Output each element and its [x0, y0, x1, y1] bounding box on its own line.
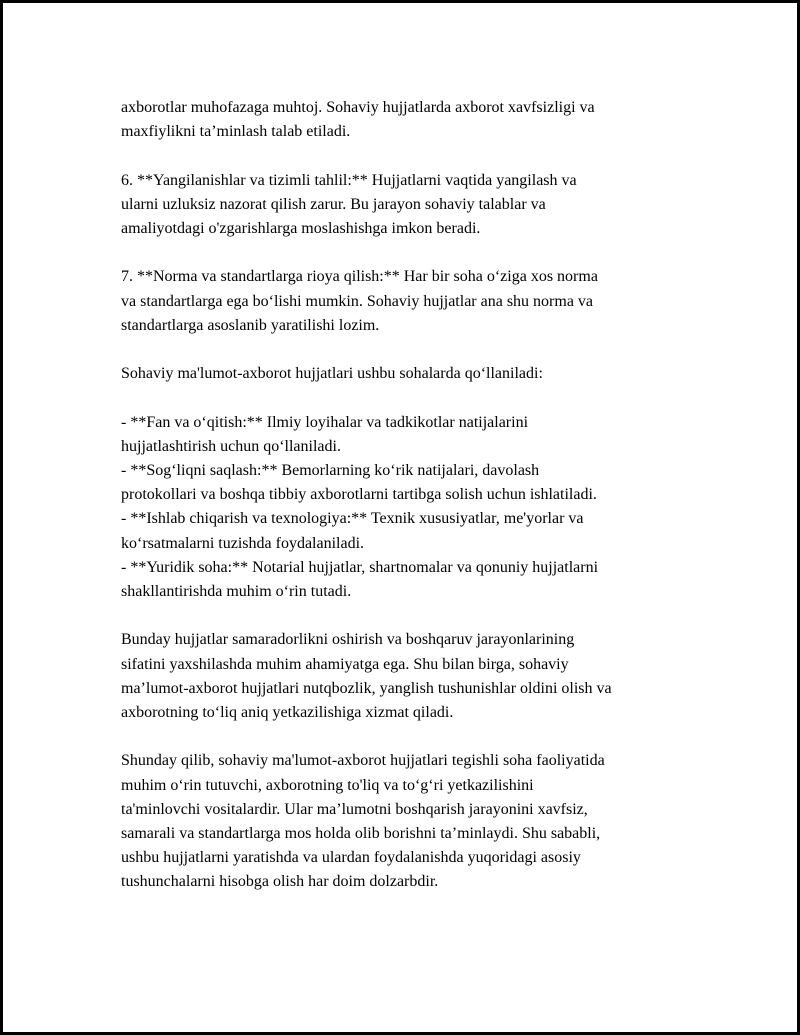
- paragraph-importance: Bunday hujjatlar samaradorlikni oshirish va boshqaruv jarayonlarining sifatini yaxshilashda muhim ahamiyatga ega. Shu bilan birga, sohaviy ma’lumot-axborot hujjatlari nutqbozlik, yanglish tushunishlar oldini olish va axborotning to‘liq aniq yetkazilishiga xizmat qiladi.: [121, 631, 612, 721]
- usage-areas-list: [121, 411, 701, 605]
- paragraph-security-continuation: axborotlar muhofazaga muhtoj. Sohaviy hujjatlarda axborot xavfsizligi va maxfiylikni ta’minlash talab etiladi.: [121, 99, 595, 141]
- list-item-legal: - **Yuridik soha:** Notarial hujjatlar, shartnomalar va qonuniy hujjatlarni shakllantirishda muhim o‘rin tutadi.: [121, 558, 599, 600]
- paragraph-usage-intro: Sohaviy ma'lumot-axborot hujjatlari ushbu sohalarda qo‘llaniladi:: [121, 365, 543, 383]
- list-item-health: - **Sog‘liqni saqlash:** Bemorlarning ko‘rik natijalari, davolash protokollari va boshqa tibbiy axborotlarni tartibga solish uchun ishlatiladi.: [121, 461, 597, 504]
- paragraph-point-7-standards: 7. **Norma va standartlarga rioya qilish:** Har bir soha o‘ziga xos norma va standartlarga ega bo‘lishi mumkin. Sohaviy hujjatlar ana shu norma va standartlarga asoslanib yaratilishi lozim.: [121, 268, 598, 334]
- document-body: [121, 96, 701, 919]
- list-item-science: - **Fan va o‘qitish:** Ilmiy loyihalar va tadkikotlar natijalarini hujjatlashtirish uchun qo‘llaniladi.: [121, 413, 529, 455]
- paragraph-point-6-updates: 6. **Yangilanishlar va tizimli tahlil:** Hujjatlarni vaqtida yangilash va ularni uzluksiz nazorat qilish zarur. Bu jarayon sohaviy talablar va amaliyotdagi o'zgarishlarga moslashishga imkon beradi.: [121, 171, 577, 237]
- list-item-manufacturing: - **Ishlab chiqarish va texnologiya:** Texnik xususiyatlar, me'yorlar va ko‘rsatmalarni tuzishda foydalaniladi.: [121, 510, 584, 552]
- paragraph-conclusion: Shunday qilib, sohaviy ma'lumot-axborot hujjatlari tegishli soha faoliyatida muhim o‘rin tutuvchi, axborotning to'liq va to‘g‘ri yetkazilishini ta'minlovchi vositalardir. Ular ma’lumotni boshqarish jarayonini xavfsiz, samarali va standartlarga mos holda olib borishni ta’minlaydi. Shu sababli, ushbu hujjatlarni yaratishda va ulardan foydalanishda yuqoridagi asosiy tushunchalarni hisobga olish har doim dolzarbdir.: [121, 752, 605, 891]
